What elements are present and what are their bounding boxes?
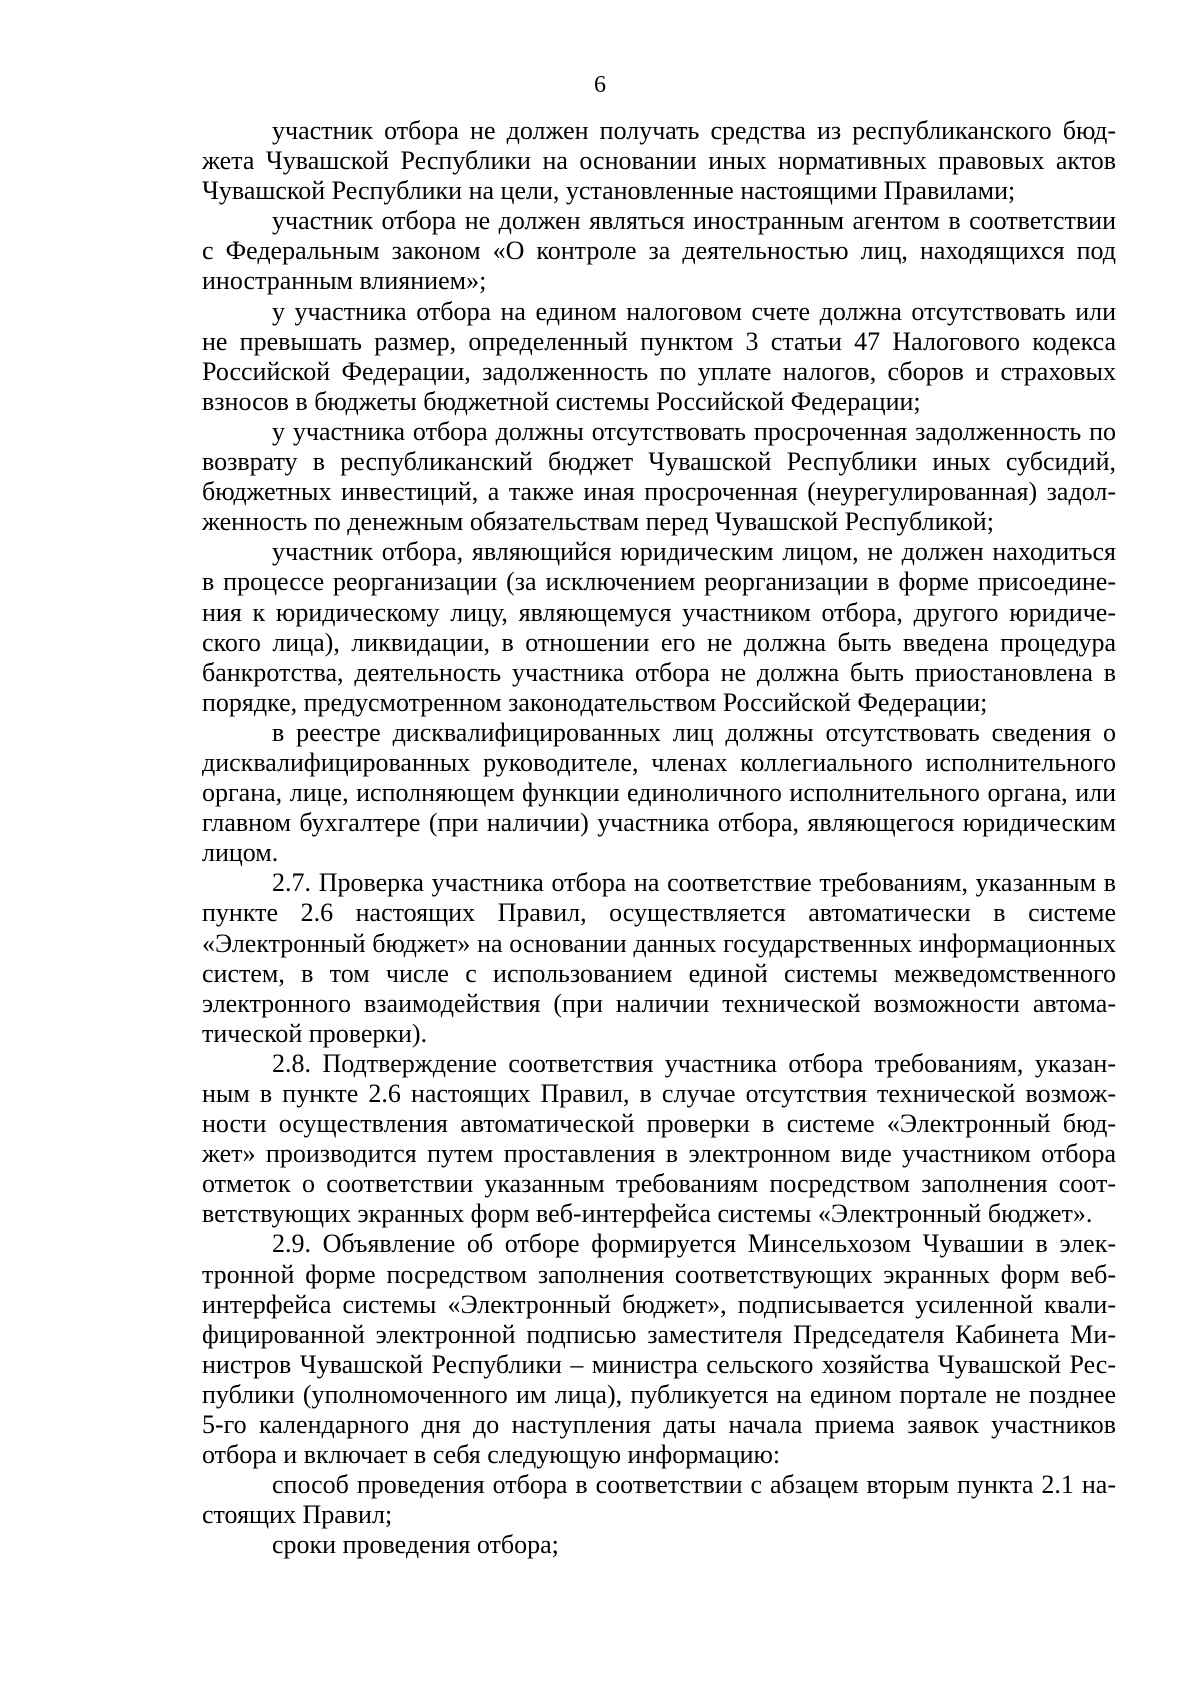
paragraph-budget-funds-requirement: участник отбора не должен получать средства из республиканского бюджета Чувашской Республики на основании иных нормативных правовых актов Чувашской Республики на цели, установленные настоящими Правилами; bbox=[202, 116, 1116, 206]
paragraph-2-8-manual-confirmation: 2.8. Подтверждение соответствия участника отбора требованиям, указанным в пункте 2.6 настоящих Правил, в случае отсутствия технической возможности осуществления автоматической проверки в системе «Электронный бюджет» производится путем проставления в электронном виде участником отбора отметок о соответствии указанным требованиям посредством заполнения соответствующих экранных форм веб-интерфейса системы «Электронный бюджет». bbox=[202, 1048, 1116, 1229]
paragraph-foreign-agent-requirement: участник отбора не должен являться иностранным агентом в соответствии с Федеральным законом «О контроле за деятельностью лиц, находящихся под иностранным влиянием»; bbox=[202, 206, 1116, 296]
document-body bbox=[202, 116, 1116, 1561]
paragraph-tax-debt-requirement: у участника отбора на едином налоговом счете должна отсутствовать или не превышать размер, определенный пунктом 3 статьи 47 Налогового кодекса Российской Федерации, задолженность по уплате налогов, сборов и страховых взносов в бюджеты бюджетной системы Российской Федерации; bbox=[202, 296, 1116, 416]
page-number: 6 bbox=[594, 72, 606, 98]
paragraph-reorganization-requirement: участник отбора, являющийся юридическим лицом, не должен находиться в процессе реорганизации (за исключением реорганизации в форме присоединения к юридическому лицу, являющемуся участником отбора, другого юридического лица), ликвидации, в отношении его не должна быть введена процедура банкротства, деятельность участника отбора не должна быть приостановлена в порядке, предусмотренном законодательством Российской Федерации; bbox=[202, 537, 1116, 717]
paragraph-overdue-debt-requirement: у участника отбора должны отсутствовать просроченная задолженность по возврату в республиканский бюджет Чувашской Республики иных субсидий, бюджетных инвестиций, а также иная просроченная (неурегулированная) задолженность по денежным обязательствам перед Чувашской Республикой; bbox=[202, 416, 1116, 537]
paragraph-selection-timeline: сроки проведения отбора; bbox=[272, 1530, 559, 1560]
paragraph-2-9-selection-announcement: 2.9. Объявление об отборе формируется Минсельхозом Чувашии в электронной форме посредством заполнения соответствующих экранных форм веб-интерфейса системы «Электронный бюджет», подписывается усиленной квалифицированной электронной подписью заместителя Председателя Кабинета Министров Чувашской Республики – министра сельского хозяйства Чувашской Республики (уполномоченного им лица), публикуется на едином портале не позднее 5-го календарного дня до наступления даты начала приема заявок участников отбора и включает в себя следующую информацию: bbox=[202, 1229, 1116, 1470]
paragraph-disqualified-persons-requirement: в реестре дисквалифицированных лиц должны отсутствовать сведения о дисквалифицированных руководителе, членах коллегиального исполнительного органа, лице, исполняющем функции единоличного исполнительного органа, или главном бухгалтере (при наличии) участника отбора, являющегося юридическим лицом. bbox=[202, 717, 1116, 868]
paragraph-selection-method: способ проведения отбора в соответствии с абзацем вторым пункта 2.1 настоящих Правил; bbox=[202, 1470, 1116, 1530]
paragraph-2-7-automatic-check: 2.7. Проверка участника отбора на соответствие требованиям, указанным в пункте 2.6 настоящих Правил, осуществляется автоматически в системе «Электронный бюджет» на основании данных государственных информационных систем, в том числе с использованием единой системы межведомственного электронного взаимодействия (при наличии технической возможности автоматической проверки). bbox=[202, 868, 1116, 1048]
